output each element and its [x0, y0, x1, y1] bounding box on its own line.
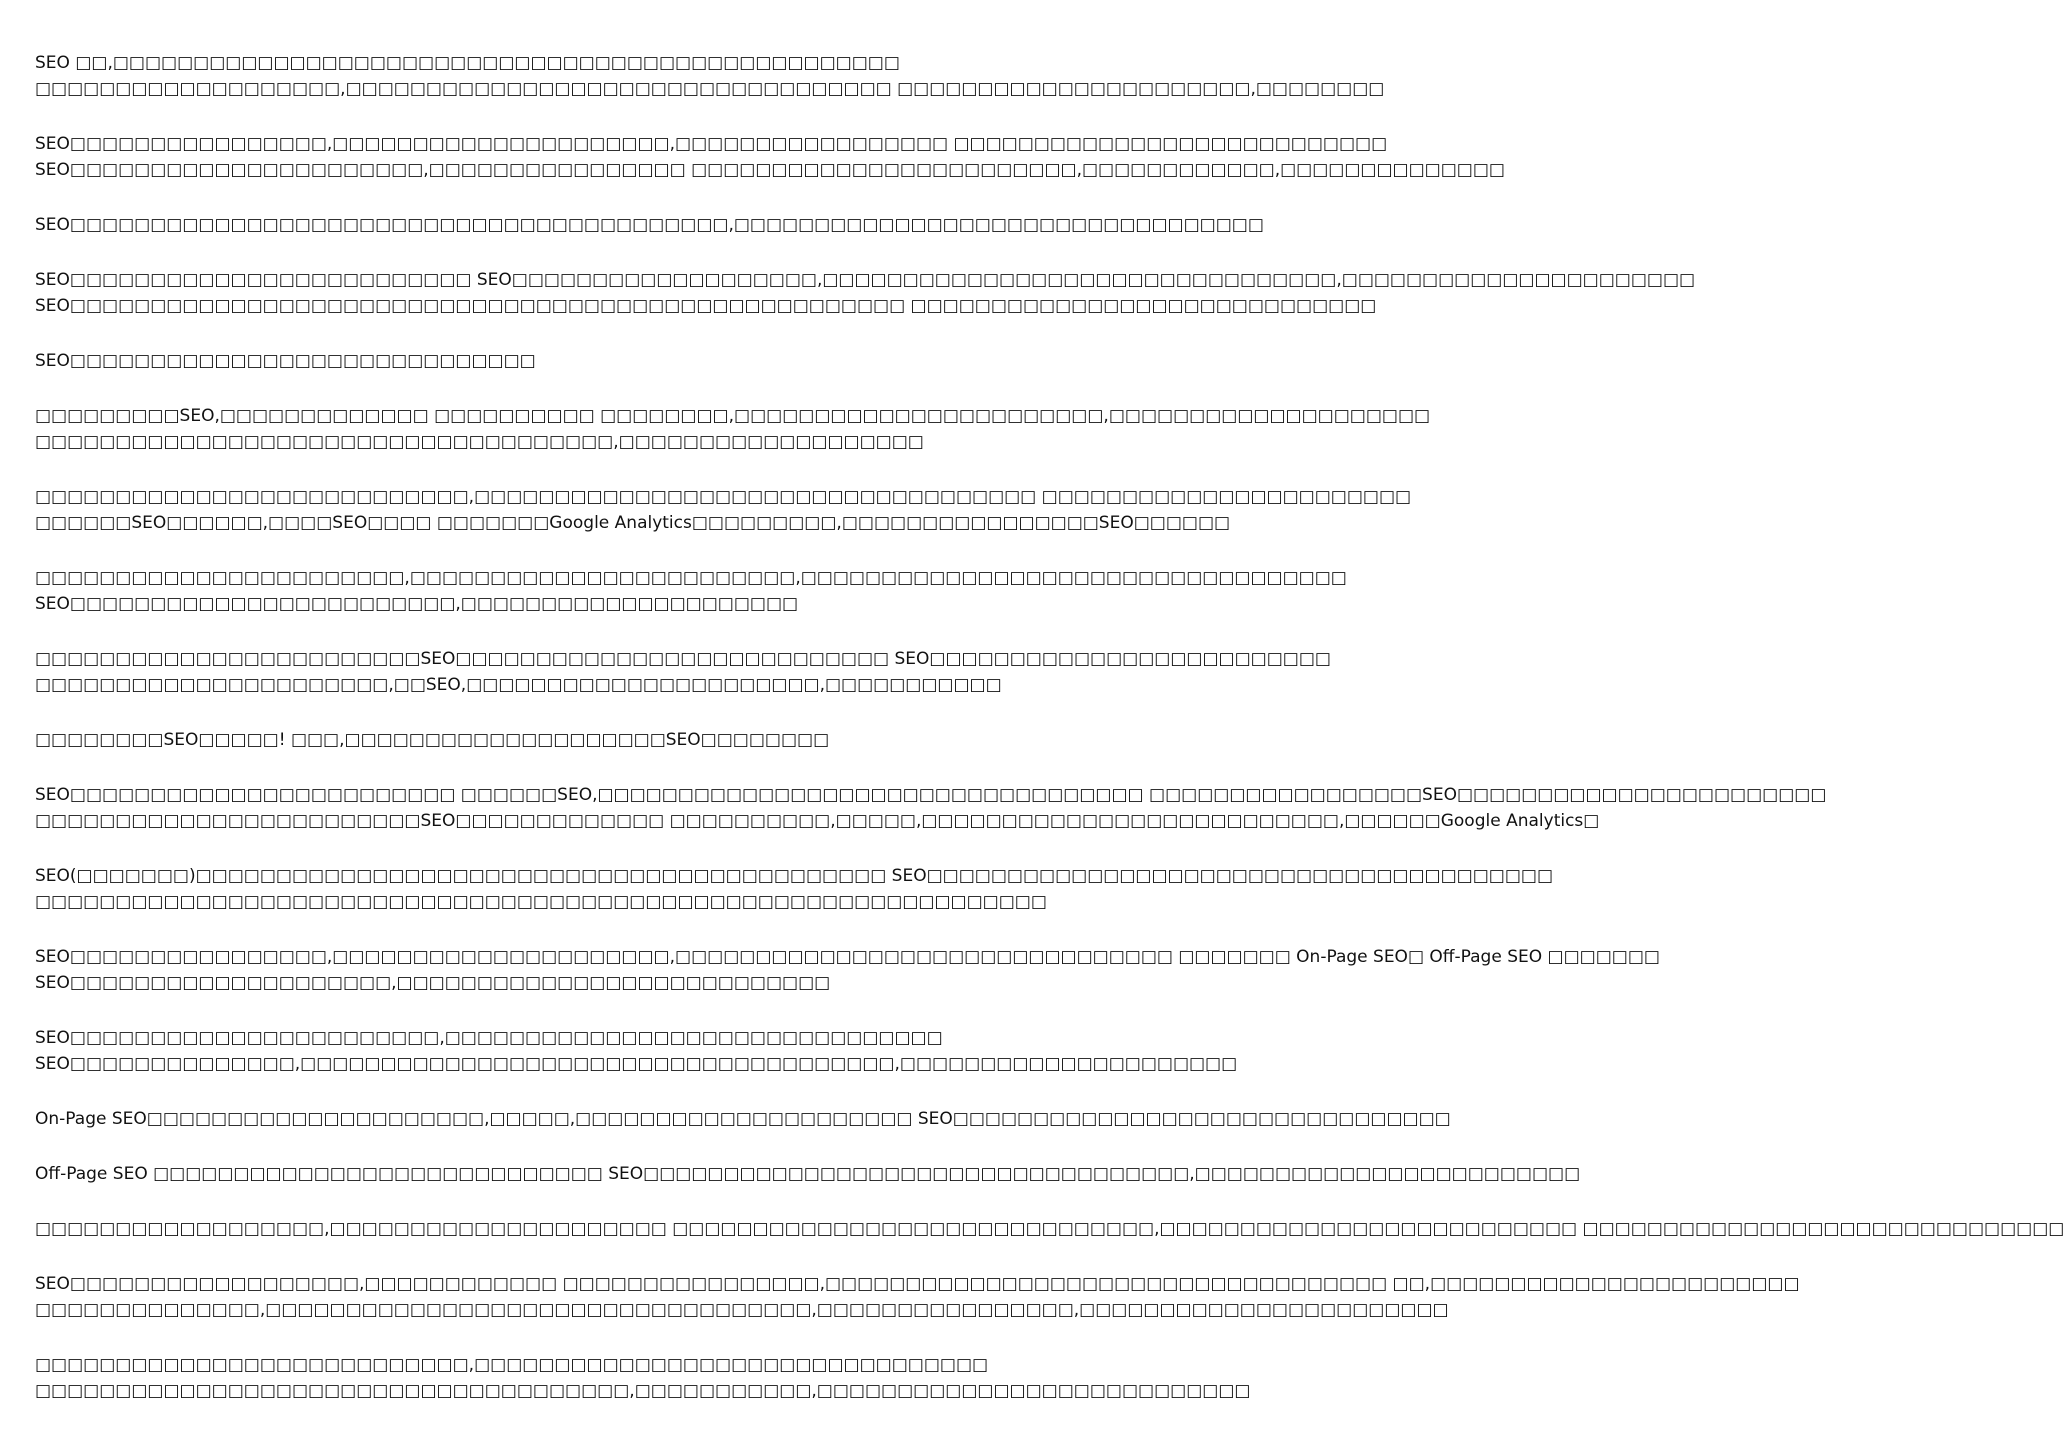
- paragraph-17: [35, 1216, 2064, 1242]
- paragraph-2: [35, 131, 1505, 183]
- paragraph-line: □□□□□□□□□□□□□□□□□□□□□□□□□□□□□□□□□□□□□,□□□□□□□□□□□,□□□□□□□□□□□□□□□□□□□□□□□□□□□: [35, 1381, 1251, 1401]
- paragraph-line: □□□□□□□□SEO□□□□□! □□□,□□□□□□□□□□□□□□□□□□□□SEO□□□□□□□□: [35, 730, 830, 750]
- paragraph-line: SEO□□□□□□□□□□□□□□□□□□□□□□□□ □□□□□□SEO,□□□□□□□□□□□□□□□□□□□□□□□□□□□□□□□□□□ □□□□□□□□□□□□□□□□□SEO□□□□□□□□□□□□□□□□□□□□□□□: [35, 785, 1827, 805]
- paragraph-line: □□□□□□□□□□□□□□□□□□□□□□,□□SEO,□□□□□□□□□□□□□□□□□□□□□□,□□□□□□□□□□□: [35, 675, 1002, 695]
- paragraph-line: □□□□□□SEO□□□□□□,□□□□SEO□□□□ □□□□□□□Google Analytics□□□□□□□□□,□□□□□□□□□□□□□□□□SEO□□□□□□: [35, 513, 1231, 533]
- paragraph-5: [35, 348, 995, 374]
- paragraph-13: [35, 944, 1660, 996]
- paragraph-1: [35, 50, 1385, 102]
- paragraph-line: □□□□□□□□□□□□□□□□□□□,□□□□□□□□□□□□□□□□□□□□□□□□□□□□□□□□□□ □□□□□□□□□□□□□□□□□□□□□□,□□□□□□□□: [35, 79, 1385, 99]
- paragraph-line: □□□□□□□□□□□□□□□□□□□□□□□□□□□□□□□□□□□□,□□□□□□□□□□□□□□□□□□□: [35, 432, 924, 452]
- paragraph-9: [35, 646, 1331, 698]
- paragraph-line: SEO□□□□□□□□□□□□□□□□,□□□□□□□□□□□□□□□□□□□□□,□□□□□□□□□□□□□□□□□□□□□□□□□□□□□□□ □□□□□□□ On-Page SEO□ Off-Page SEO □□□□□□□: [35, 947, 1660, 967]
- paragraph-line: SEO□□□□□□□□□□□□□□□□□□,□□□□□□□□□□□□ □□□□□□□□□□□□□□□□,□□□□□□□□□□□□□□□□□□□□□□□□□□□□□□□□□□□ □□,□□□□□□□□□□□□□□□□□□□□□□□: [35, 1274, 1800, 1294]
- paragraph-line: SEO□□□□□□□□□□□□□□□□□□□□□□□□□□□□□□□□□□□□□□□□□□□□□□□□□□□□ □□□□□□□□□□□□□□□□□□□□□□□□□□□□□: [35, 296, 1377, 316]
- paragraph-line: SEO□□□□□□□□□□□□□□□□□□□□□□□□,□□□□□□□□□□□□□□□□□□□□□: [35, 594, 799, 614]
- paragraph-line: On-Page SEO□□□□□□□□□□□□□□□□□□□□□,□□□□□,□□□□□□□□□□□□□□□□□□□□□ SEO□□□□□□□□□□□□□□□□□□□□□□□□□□□□□□□: [35, 1109, 1451, 1129]
- paragraph-line: □□□□□□□□□□□□□□□□□□,□□□□□□□□□□□□□□□□□□□□□ □□□□□□□□□□□□□□□□□□□□□□□□□□□□□□,□□□□□□□□□□□□□□□□□□□□□□□□□□ □□□□□□□□□□□□□□□□□□□□□□□□□□□□□□: [35, 1219, 2064, 1239]
- paragraph-line: □□□□□□□□□□□□□□□□□□□□□□□□SEO□□□□□□□□□□□□□ □□□□□□□□□□,□□□□□,□□□□□□□□□□□□□□□□□□□□□□□□□□,□□□□□□Google Analytics□: [35, 811, 1600, 831]
- paragraph-line: □□□□□□□□□□□□□□□□□□□□□□□□□□□,□□□□□□□□□□□□□□□□□□□□□□□□□□□□□□□□□□□ □□□□□□□□□□□□□□□□□□□□□□□: [35, 487, 1412, 507]
- paragraph-19: [35, 1352, 1251, 1404]
- paragraph-14: [35, 1025, 1238, 1077]
- paragraph-line: □□□□□□□□□□□□□□□□□□□□□□□,□□□□□□□□□□□□□□□□□□□□□□□□,□□□□□□□□□□□□□□□□□□□□□□□□□□□□□□□□□□: [35, 568, 1347, 588]
- paragraph-line: SEO□□□□□□□□□□□□□□,□□□□□□□□□□□□□□□□□□□□□□□□□□□□□□□□□□□□□,□□□□□□□□□□□□□□□□□□□□□: [35, 1054, 1238, 1074]
- paragraph-line: SEO □□,□□□□□□□□□□□□□□□□□□□□□□□□□□□□□□□□□□□□□□□□□□□□□□□□□: [35, 53, 900, 73]
- paragraph-line: SEO□□□□□□□□□□□□□□□□□□□□□□□,□□□□□□□□□□□□□□□□□□□□□□□□□□□□□□□: [35, 1028, 943, 1048]
- paragraph-7: [35, 484, 1412, 536]
- paragraph-11: [35, 782, 1827, 834]
- paragraph-8: [35, 565, 1347, 617]
- paragraph-line: SEO□□□□□□□□□□□□□□□□□□□□□□□□□ SEO□□□□□□□□□□□□□□□□□□□,□□□□□□□□□□□□□□□□□□□□□□□□□□□□□□□□,□□□□□□□□□□□□□□□□□□□□□□: [35, 270, 1696, 290]
- paragraph-line: SEO(□□□□□□□)□□□□□□□□□□□□□□□□□□□□□□□□□□□□□□□□□□□□□□□□□□□ SEO□□□□□□□□□□□□□□□□□□□□□□□□□□□□□□□□□□□□□□□: [35, 866, 1554, 886]
- paragraph-line: SEO□□□□□□□□□□□□□□□□□□□□□□□□□□□□□□□□□□□□□□□□□,□□□□□□□□□□□□□□□□□□□□□□□□□□□□□□□□□: [35, 215, 1264, 235]
- paragraph-line: SEO□□□□□□□□□□□□□□□□□□□□□□□□□□□□□: [35, 351, 536, 371]
- paragraph-line: SEO□□□□□□□□□□□□□□□□,□□□□□□□□□□□□□□□□□□□□□,□□□□□□□□□□□□□□□□□ □□□□□□□□□□□□□□□□□□□□□□□□□□□: [35, 134, 1388, 154]
- paragraph-line: □□□□□□□□□□□□□□□□□□□□□□□□□□□,□□□□□□□□□□□□□□□□□□□□□□□□□□□□□□□□: [35, 1355, 989, 1375]
- paragraph-line: □□□□□□□□□□□□□□,□□□□□□□□□□□□□□□□□□□□□□□□□□□□□□□□□□,□□□□□□□□□□□□□□□□,□□□□□□□□□□□□□□□□□□□□□□□: [35, 1300, 1449, 1320]
- paragraph-15: [35, 1106, 1451, 1132]
- paragraph-line: SEO□□□□□□□□□□□□□□□□□□□□,□□□□□□□□□□□□□□□□□□□□□□□□□□□: [35, 973, 831, 993]
- paragraph-10: [35, 727, 995, 753]
- document-body: [35, 50, 2064, 1433]
- paragraph-line: Off-Page SEO □□□□□□□□□□□□□□□□□□□□□□□□□□□□ SEO□□□□□□□□□□□□□□□□□□□□□□□□□□□□□□□□□□,□□□□□□□□□□□□□□□□□□□□□□□□: [35, 1164, 1581, 1184]
- paragraph-6: [35, 403, 1431, 455]
- paragraph-line: □□□□□□□□□□□□□□□□□□□□□□□□SEO□□□□□□□□□□□□□□□□□□□□□□□□□□□ SEO□□□□□□□□□□□□□□□□□□□□□□□□□: [35, 649, 1331, 669]
- paragraph-18: [35, 1271, 1800, 1323]
- paragraph-line: □□□□□□□□□SEO,□□□□□□□□□□□□□ □□□□□□□□□□ □□□□□□□□,□□□□□□□□□□□□□□□□□□□□□□□,□□□□□□□□□□□□□□□□□□□□: [35, 406, 1431, 426]
- paragraph-line: □□□□□□□□□□□□□□□□□□□□□□□□□□□□□□□□□□□□□□□□□□□□□□□□□□□□□□□□□□□□□□□: [35, 892, 1047, 912]
- paragraph-4: [35, 267, 1696, 319]
- paragraph-12: [35, 863, 1554, 915]
- paragraph-3: [35, 212, 1264, 238]
- paragraph-line: SEO□□□□□□□□□□□□□□□□□□□□□□,□□□□□□□□□□□□□□□□ □□□□□□□□□□□□□□□□□□□□□□□□,□□□□□□□□□□□□,□□□□□□□□□□□□□□: [35, 160, 1505, 180]
- paragraph-16: [35, 1161, 1581, 1187]
